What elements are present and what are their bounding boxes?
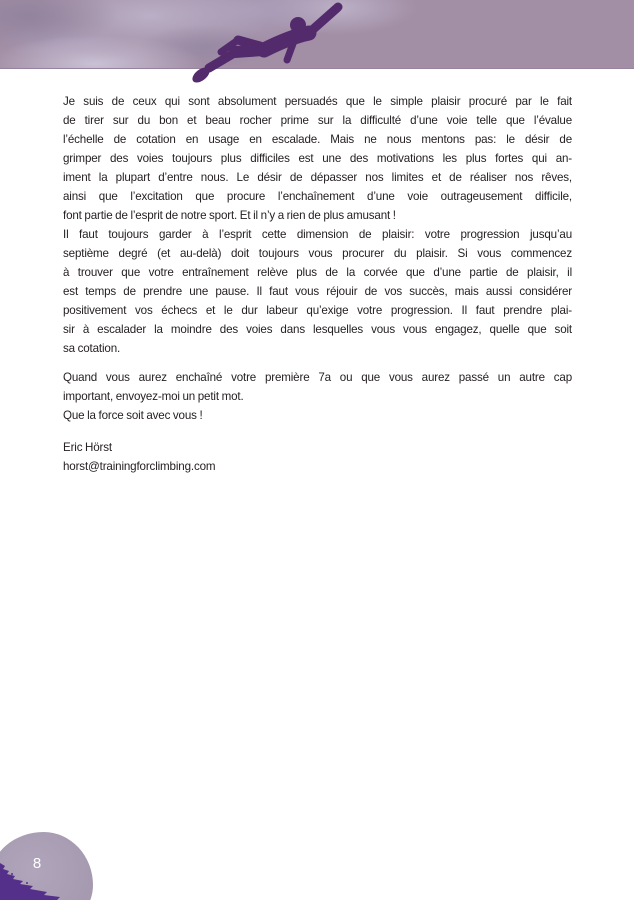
- text-line: septième degré (et au-delà) doit toujours vous procurer du plaisir. Si vous commencez: [63, 247, 572, 260]
- signature-name: Eric Hörst: [63, 441, 112, 454]
- text-line: à trouver que votre entraînement relève plus de la corvée que d’une partie de plaisir, il: [63, 266, 572, 279]
- text-line: iment la plupart d’entre nous. Le désir de dépasser nos limites et de réaliser nos rêves,: [63, 171, 572, 184]
- text-line: sa cotation.: [63, 342, 121, 355]
- paragraph-1: [63, 92, 572, 225]
- text-line: sir à escalader la moindre des voies dans lesquelles vous vous engagez, quelle que soit: [63, 323, 572, 336]
- paragraph-spacer: [63, 358, 572, 368]
- climber-icon: [190, 0, 350, 92]
- text-line: Quand vous aurez enchaîné votre première 7a ou que vous aurez passé un autre cap: [63, 371, 572, 384]
- text-line: important, envoyez-moi un petit mot.: [63, 390, 244, 403]
- page-number: 8: [32, 855, 42, 872]
- text-line: l’échelle de cotation en usage en escalade. Mais ne nous mentons pas: le désir de: [63, 133, 572, 146]
- text-line: Je suis de ceux qui sont absolument persuadés que le simple plaisir procuré par le fait: [63, 95, 572, 108]
- paragraph-3: [63, 368, 572, 425]
- signature-email: horst@trainingforclimbing.com: [63, 460, 216, 473]
- text-line: ainsi que l’excitation que procure l’enchaînement d’une voie outrageusement difficile,: [63, 190, 572, 203]
- text-line: positivement vos échecs et le dur labeur qu’exige votre progression. Il faut prendre plai-: [63, 304, 572, 317]
- footer-rock-icon: [0, 850, 170, 900]
- signature-block: [63, 438, 572, 476]
- signature-spacer: [63, 425, 572, 438]
- text-line: est temps de prendre une pause. Il faut vous réjouir de vos succès, mais aussi considérer: [63, 285, 572, 298]
- body-text: [63, 92, 572, 476]
- text-line: grimper des voies toujours plus difficiles est une des motivations les plus fortes qui an-: [63, 152, 572, 165]
- paragraph-2: [63, 225, 572, 358]
- text-line: de tirer sur du bon et beau rocher prime sur la difficulté d’une voie telle que l’évalue: [63, 114, 572, 127]
- text-line: Que la force soit avec vous !: [63, 409, 203, 422]
- text-line: font partie de l’esprit de notre sport. Et il n’y a rien de plus amusant !: [63, 209, 396, 222]
- text-line: Il faut toujours garder à l’esprit cette dimension de plaisir: votre progression jusqu’au: [63, 228, 572, 241]
